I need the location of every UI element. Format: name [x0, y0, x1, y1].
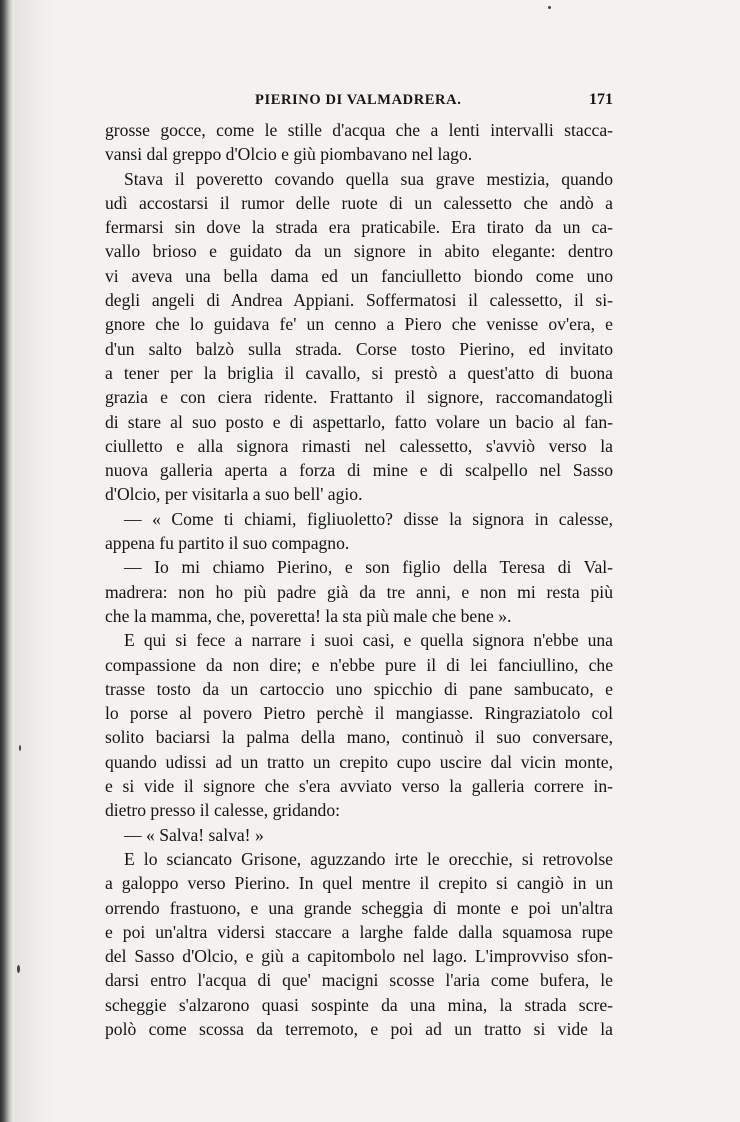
text-line: E qui si fece a narrare i suoi casi, e quella signora n'ebbe una: [124, 630, 613, 651]
text-line: solito baciarsi la palma della mano, continuò il suo conversare,: [105, 727, 613, 748]
text-line: — Io mi chiamo Pierino, e son figlio della Teresa di Val-: [124, 557, 613, 578]
text-line: udì accostarsi il rumor delle ruote di un calessetto che andò a: [105, 192, 613, 213]
page-header: [105, 92, 613, 114]
text-line: — « Come ti chiami, figliuoletto? disse la signora in calesse,: [124, 508, 613, 529]
text-line: orrendo frastuono, e una grande scheggia di monte e poi un'altra: [105, 897, 613, 918]
text-line: d'un salto balzò sulla strada. Corse tosto Pierino, ed invitato: [105, 338, 613, 359]
text-line: vansi dal greppo d'Olcio e giù piombavano nel lago.: [105, 144, 473, 165]
text-line: fermarsi sin dove la strada era praticabile. Era tirato da un ca-: [105, 217, 613, 238]
text-line: e poi un'altra vidersi staccare a larghe falde dalla squamosa rupe: [105, 921, 613, 942]
body-text: [105, 118, 613, 1041]
text-line: vi aveva una bella dama ed un fanciulletto biondo come uno: [105, 265, 613, 286]
page-binding-edge: [0, 0, 14, 1122]
text-line: grazia e con ciera ridente. Frattanto il signore, raccomandatogli: [105, 387, 613, 408]
text-line: scheggie s'alzarono quasi sospinte da una mina, la strada scre-: [105, 994, 613, 1015]
text-line: polò come scossa da terremoto, e poi ad un tratto si vide la: [105, 1018, 613, 1039]
page-number: 171: [589, 91, 613, 108]
page-fold-shadow: [14, 0, 54, 1122]
text-line: degli angeli di Andrea Appiani. Soffermatosi il calessetto, il si-: [105, 290, 613, 311]
text-line: quando udissi ad un tratto un crepito cupo uscire dal vicin monte,: [105, 751, 613, 772]
text-line: E lo sciancato Grisone, aguzzando irte le orecchie, si retrovolse: [124, 848, 613, 869]
text-line: madrera: non ho più padre già da tre anni, e non mi resta più: [105, 581, 613, 602]
text-line: che la mamma, che, poveretta! la sta più male che bene ».: [105, 605, 512, 626]
text-line: dietro presso il calesse, gridando:: [105, 800, 341, 821]
text-line: a galoppo verso Pierino. In quel mentre il crepito si cangiò in un: [105, 873, 613, 894]
text-line: grosse gocce, come le stille d'acqua che a lenti intervalli stacca-: [105, 120, 613, 140]
text-line: ciulletto e alla signora rimasti nel calessetto, s'avviò verso la: [105, 435, 613, 456]
text-line: e si vide il signore che s'era avviato verso la galleria correre in-: [105, 776, 613, 797]
ink-speck: [17, 965, 20, 973]
text-line: darsi entro l'acqua di que' macigni scosse l'aria come bufera, le: [105, 970, 613, 991]
text-line: a tener per la briglia il cavallo, si prestò a quest'atto di buona: [105, 362, 613, 383]
text-line: compassione da non dire; e n'ebbe pure il di lei fanciullino, che: [105, 654, 613, 675]
ink-speck: [548, 6, 551, 9]
text-line: gnore che lo guidava fe' un cenno a Piero che venisse ov'era, e: [105, 314, 613, 335]
text-line: nuova galleria aperta a forza di mine e di scalpello nel Sasso: [105, 460, 613, 481]
text-line: lo porse al povero Pietro perchè il mangiasse. Ringraziatolo col: [105, 703, 613, 724]
text-line: — « Salva! salva! »: [124, 824, 264, 845]
text-line: Stava il poveretto covando quella sua grave mestizia, quando: [124, 168, 613, 189]
text-line: appena fu partito il suo compagno.: [105, 533, 350, 554]
text-line: vallo brioso e guidato da un signore in abito elegante: dentro: [105, 241, 613, 262]
text-line: di stare al suo posto e di aspettarlo, fatto volare un bacio al fan-: [105, 411, 613, 432]
text-line: del Sasso d'Olcio, e giù a capitombolo nel lago. L'improvviso sfon-: [105, 946, 613, 967]
ink-speck: [19, 745, 21, 751]
text-line: trasse tosto da un cartoccio uno spicchio di pane sambucato, e: [105, 678, 613, 699]
running-title: PIERINO DI VALMADRERA.: [255, 92, 462, 108]
text-line: d'Olcio, per visitarla a suo bell' agio.: [105, 484, 363, 505]
